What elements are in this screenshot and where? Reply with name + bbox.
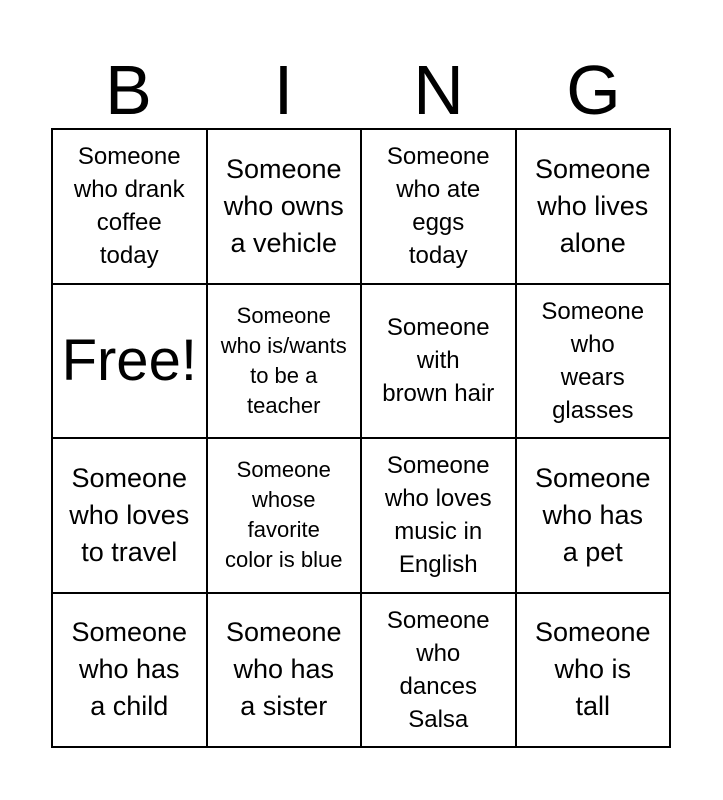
header-letter-b: B: [105, 51, 152, 129]
cell-text: Someone who has a sister: [225, 617, 342, 722]
bingo-board: [51, 128, 671, 748]
cell-text: Someone who is tall: [534, 617, 651, 722]
cell-text: Someone who loves music in English: [384, 452, 492, 579]
cell-text: Someone with brown hair: [382, 314, 495, 408]
bingo-cell[interactable]: [517, 130, 672, 285]
cell-text: Someone who has a child: [71, 617, 188, 722]
bingo-cell[interactable]: [208, 285, 363, 440]
cell-text: Someone who drank coffee today: [73, 143, 185, 270]
bingo-cell[interactable]: [517, 439, 672, 594]
bingo-cell[interactable]: [362, 594, 517, 749]
bingo-header: [51, 52, 671, 128]
cell-text: Someone who ate eggs today: [386, 143, 490, 270]
header-letter-g: G: [566, 51, 621, 129]
bingo-cell[interactable]: [208, 130, 363, 285]
bingo-cell[interactable]: [53, 130, 208, 285]
bingo-cell[interactable]: [517, 594, 672, 749]
header-letter-n: N: [413, 51, 464, 129]
cell-text: Someone who wears glasses: [541, 297, 645, 424]
header-letter-i: I: [273, 51, 294, 129]
bingo-cell[interactable]: [53, 594, 208, 749]
cell-text: Someone who loves to travel: [69, 462, 190, 567]
cell-text: Someone whose favorite color is blue: [225, 457, 343, 573]
cell-text: Someone who dances Salsa: [386, 606, 490, 733]
bingo-cell[interactable]: [208, 439, 363, 594]
free-space-cell[interactable]: [53, 285, 208, 440]
free-space-text: Free!: [61, 327, 197, 393]
cell-text: Someone who owns a vehicle: [223, 153, 344, 258]
cell-text: Someone who lives alone: [534, 153, 651, 258]
cell-text: Someone who is/wants to be a teacher: [220, 302, 347, 418]
bingo-cell[interactable]: [362, 439, 517, 594]
bingo-cell[interactable]: [53, 439, 208, 594]
bingo-cell[interactable]: [517, 285, 672, 440]
bingo-cell[interactable]: [362, 285, 517, 440]
cell-text: Someone who has a pet: [534, 462, 651, 567]
bingo-cell[interactable]: [208, 594, 363, 749]
bingo-cell[interactable]: [362, 130, 517, 285]
